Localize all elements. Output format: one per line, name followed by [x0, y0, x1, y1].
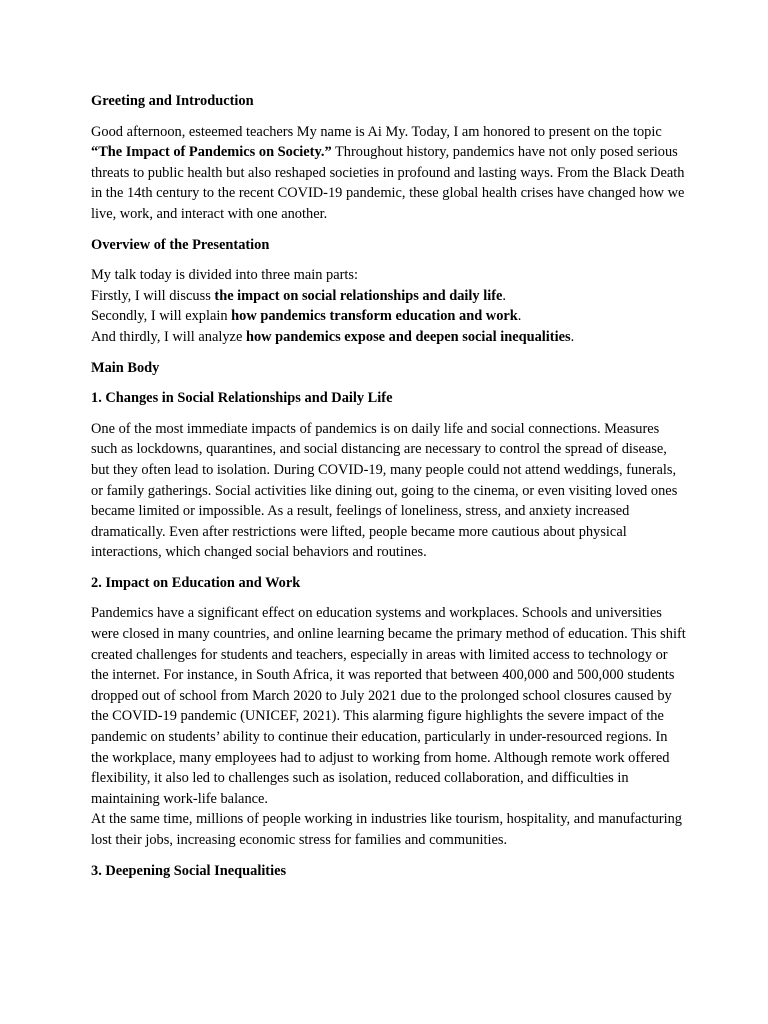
section-1-heading: 1. Changes in Social Relationships and Daily Life — [91, 390, 393, 407]
main-body-heading: Main Body — [91, 359, 160, 376]
section-2-paragraph — [91, 603, 687, 850]
overview-item-3-prefix: And thirdly, I will analyze — [91, 328, 246, 345]
section-1-paragraph: One of the most immediate impacts of pandemics is on daily life and social connections. Measures such as lockdowns, quarantines, and social distancing are necessary to control the spread of disease, but they often lead to isolation. During COVID-19, many people could not attend weddings, funerals, or family gatherings. Social activities like dining out, going to the cinema, or even visiting loved ones became limited or impossible. As a result, feelings of loneliness, stress, and anxiety increased dramatically. Even after restrictions were lifted, people became more cautious about physical interactions, which changed social behaviors and routines. — [91, 420, 678, 561]
overview-lead: My talk today is divided into three main parts: — [91, 267, 358, 284]
intro-text-before: Good afternoon, esteemed teachers My name is Ai My. Today, I am honored to present on the topic — [91, 123, 662, 140]
overview-heading: Overview of the Presentation — [91, 236, 270, 253]
document-page — [91, 91, 687, 891]
section-2-text: Pandemics have a significant effect on education systems and workplaces. Schools and universities were closed in many countries, and online learning became the primary method of education. This shift created challenges for students and teachers, especially in areas with limited access to technology or the internet. For instance, in South Africa, it was reported that between 400,000 and 500,000 students dropped out of school from March 2020 to July 2021 due to the prolonged school closures caused by the COVID-19 pandemic (UNICEF, 2021). This alarming figure highlights the severe impact of the pandemic on students’ ability to continue their education, particularly in under-resourced regions. In the workplace, many employees had to adjust to working from home. Although remote work offered flexibility, it also led to challenges such as isolation, reduced collaboration, and difficulties in maintaining work-life balance. — [91, 605, 686, 807]
overview-item-2-suffix: . — [517, 308, 522, 325]
greeting-heading: Greeting and Introduction — [91, 93, 254, 109]
overview-item-3-suffix: . — [570, 328, 575, 345]
overview-item-2 — [91, 306, 687, 327]
overview-paragraph — [91, 265, 687, 347]
section-3-heading: 3. Deepening Social Inequalities — [91, 862, 287, 879]
intro-paragraph — [91, 122, 687, 225]
section-2-text-continued: At the same time, millions of people working in industries like tourism, hospitality, and manufacturing lost their jobs, increasing economic stress for families and communities. — [91, 811, 682, 848]
overview-item-2-bold: how pandemics transform education and work — [231, 308, 518, 325]
intro-text-after: Throughout history, pandemics have not only posed serious threats to public health but also reshaped societies in profound and lasting ways. From the Black Death in the 14th century to the recent COVID-19 pandemic, these global health crises have changed how we live, work, and interact with one another. — [91, 144, 685, 222]
overview-item-3-bold: how pandemics expose and deepen social inequalities — [245, 328, 571, 345]
overview-item-1 — [91, 286, 687, 307]
topic-title: “The Impact of Pandemics on Society.” — [91, 144, 332, 161]
overview-item-1-suffix: . — [502, 287, 506, 304]
overview-item-2-prefix: Secondly, I will explain — [91, 308, 232, 325]
overview-item-1-prefix: Firstly, I will discuss — [91, 287, 215, 304]
section-2-heading: 2. Impact on Education and Work — [91, 574, 301, 591]
overview-item-3 — [91, 327, 687, 348]
overview-item-1-bold: the impact on social relationships and daily life — [214, 287, 503, 304]
